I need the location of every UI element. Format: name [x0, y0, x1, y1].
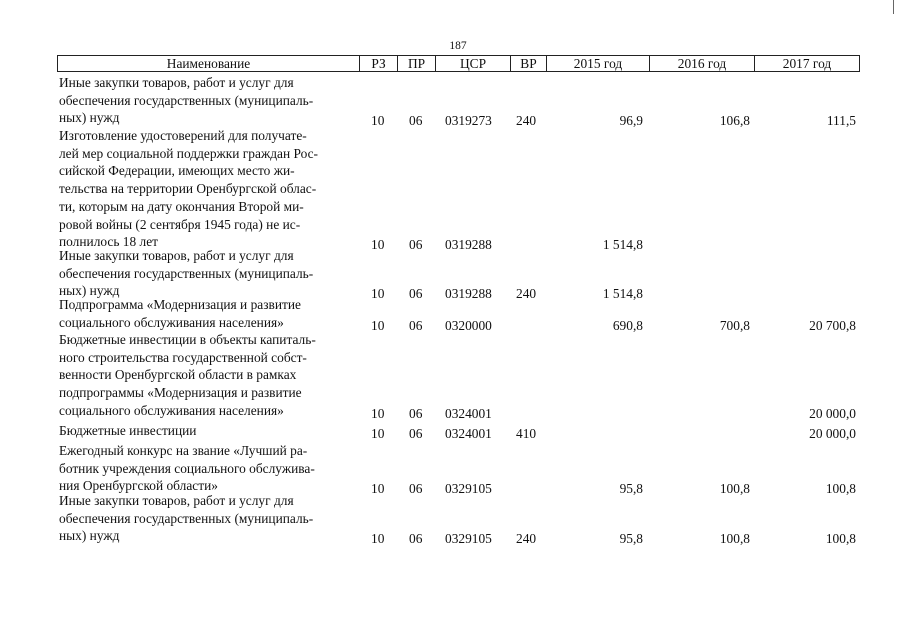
row-name-line: Бюджетные инвестиции: [59, 423, 197, 438]
row-rz: 10: [371, 113, 385, 129]
row-name-line: тельства на территории Оренбургской облас-: [59, 181, 317, 197]
row-name-line: ти, которым на дату окончания Второй ми-: [59, 198, 304, 214]
row-name-line: лей мер социальной поддержки граждан Рос-: [59, 145, 319, 161]
row-rz: 10: [371, 237, 385, 253]
row-name-line: венности Оренбургской области в рамках: [59, 367, 297, 383]
row-2017: 100,8: [825, 531, 856, 547]
row-name-line: полнилось 18 лет: [59, 234, 159, 250]
row-name-line: ных) нужд: [59, 528, 120, 544]
row-2017: 111,5: [826, 113, 856, 129]
row-csr: 0319288: [445, 286, 492, 302]
page-number: 187: [449, 40, 467, 52]
row-csr: 0329105: [445, 481, 492, 497]
row-name-line: ного строительства государственной собст-: [59, 349, 307, 365]
row-name-line: подпрограммы «Модернизация и развитие: [59, 385, 302, 401]
row-2017: 20 700,8: [809, 317, 856, 333]
row-name-line: ных) нужд: [59, 283, 120, 299]
header-name: Наименование: [58, 56, 360, 71]
row-2016: 100,8: [719, 481, 750, 497]
row-name-line: обеспечения государственных (муниципаль-: [59, 92, 314, 108]
row-2015: 96,9: [619, 113, 643, 129]
row-name: [59, 127, 359, 251]
header-rz: РЗ: [360, 56, 398, 71]
row-name: [59, 442, 359, 495]
row-name-line: Изготовление удостоверений для получате-: [59, 128, 307, 143]
row-pr: 06: [409, 113, 423, 129]
row-pr: 06: [409, 426, 423, 441]
row-csr: 0324001: [445, 426, 492, 441]
row-vr: 410: [516, 426, 537, 441]
row-2017: 20 000,0: [809, 405, 856, 421]
row-csr: 0319288: [445, 237, 492, 253]
row-name: [59, 74, 359, 127]
row-name-line: обеспечения государственных (муниципаль-: [59, 510, 314, 526]
row-name-line: сийской Федерации, имеющих место жи-: [59, 163, 295, 179]
row-rz: 10: [371, 405, 385, 421]
header-2015: 2015 год: [547, 56, 650, 71]
row-rz: 10: [371, 317, 385, 333]
row-2017: 100,8: [825, 481, 856, 497]
row-csr: 0320000: [445, 317, 492, 333]
header-csr: ЦСР: [436, 56, 511, 71]
row-rz: 10: [371, 531, 385, 547]
row-2015: 1 514,8: [602, 286, 643, 302]
row-name-line: ровой войны (2 сентября 1945 года) не ис-: [59, 216, 301, 232]
row-vr: 240: [516, 286, 537, 302]
row-name-line: Иные закупки товаров, работ и услуг для: [59, 75, 294, 90]
header-pr: ПР: [398, 56, 436, 71]
row-rz: 10: [371, 286, 385, 302]
row-name: [59, 247, 359, 300]
table-header: [57, 55, 860, 72]
header-vr: ВР: [511, 56, 547, 71]
row-name-line: Подпрограмма «Модернизация и развитие: [59, 297, 301, 312]
row-name: [59, 331, 359, 420]
row-2015: 95,8: [619, 481, 643, 497]
row-2015: 690,8: [612, 317, 643, 333]
row-name-line: Бюджетные инвестиции в объекты капиталь-: [59, 332, 316, 347]
row-pr: 06: [409, 237, 423, 253]
row-name-line: Иные закупки товаров, работ и услуг для: [59, 493, 294, 508]
row-name-line: ботник учреждения социального обслужива-: [59, 460, 315, 476]
row-2017: 20 000,0: [809, 426, 856, 441]
row-name: [59, 422, 359, 440]
row-name-line: обеспечения государственных (муниципаль-: [59, 265, 314, 281]
row-rz: 10: [371, 481, 385, 497]
row-2016: 100,8: [719, 531, 750, 547]
row-pr: 06: [409, 317, 423, 333]
row-csr: 0324001: [445, 405, 492, 421]
row-2015: 95,8: [619, 531, 643, 547]
row-csr: 0329105: [445, 531, 492, 547]
row-pr: 06: [409, 531, 423, 547]
row-pr: 06: [409, 286, 423, 302]
row-name-line: ных) нужд: [59, 110, 120, 126]
row-2016: 106,8: [719, 113, 750, 129]
row-name: [59, 492, 359, 545]
row-pr: 06: [409, 405, 423, 421]
row-vr: 240: [516, 113, 537, 129]
row-2015: 1 514,8: [602, 237, 643, 253]
header-2017: 2017 год: [782, 56, 832, 71]
row-name-line: социального обслуживания населения»: [59, 314, 284, 330]
row-pr: 06: [409, 481, 423, 497]
row-name: [59, 296, 359, 331]
row-2016: 700,8: [719, 317, 750, 333]
row-name-line: ния Оренбургской области»: [59, 478, 218, 494]
row-vr: 240: [516, 531, 537, 547]
row-name-line: социального обслуживания населения»: [59, 402, 284, 418]
row-name-line: Ежегодный конкурс на звание «Лучший ра-: [59, 443, 308, 458]
row-rz: 10: [371, 426, 385, 441]
header-2016: 2016 год: [650, 56, 755, 71]
page-edge-mark: [893, 0, 894, 14]
row-name-line: Иные закупки товаров, работ и услуг для: [59, 248, 294, 263]
row-csr: 0319273: [445, 113, 492, 129]
